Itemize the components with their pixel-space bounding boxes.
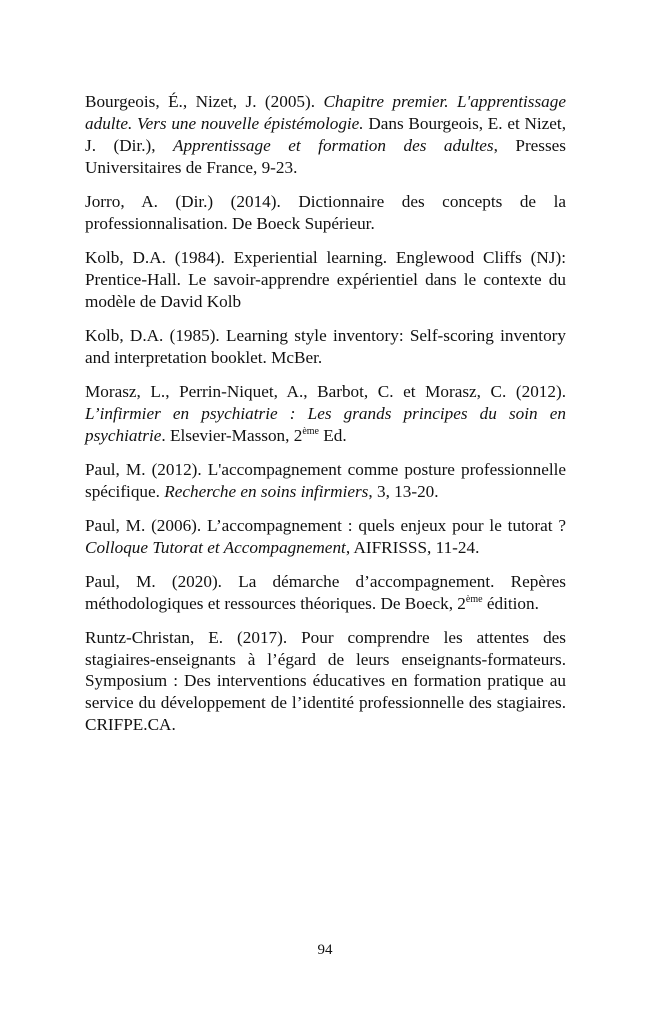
reference-text: , Presses Universitaires de France, 9-23. — [85, 135, 566, 177]
reference-title-italic: Colloque Tutorat et Accompagnement — [85, 537, 346, 557]
reference-text: . Elsevier-Masson, 2 — [161, 425, 303, 445]
reference-list — [85, 91, 566, 748]
reference-entry — [85, 91, 566, 179]
reference-text: édition. — [482, 593, 539, 613]
reference-entry — [85, 381, 566, 447]
reference-text: Dans Bourgeois, E. et Nizet, J. (Dir.), — [85, 113, 566, 155]
reference-text: Jorro, A. (Dir.) (2014). Dictionnaire des concepts de la professionnalisation. De Boeck Supérieur. — [85, 191, 566, 233]
page-number: 94 — [317, 942, 333, 958]
reference-text: Runtz-Christan, E. (2017). Pour comprendre les attentes des stagiaires-enseignants à l’égard de leurs enseignants-formateurs. Symposium : Des interventions éducatives en formation pratique au service du développement de l’identité professionnelle des stagiaires. CRIFPE.CA. — [85, 627, 566, 735]
reference-title-italic: Recherche en soins infirmiers — [164, 481, 369, 501]
reference-title-italic: Chapitre premier. L'apprentissage adulte. Vers une nouvelle épistémologie. — [85, 92, 566, 133]
reference-text: Paul, M. (2020). La démarche d’accompagnement. Repères méthodologiques et ressources théoriques. De Boeck, 2 — [85, 571, 566, 613]
superscript: ème — [465, 593, 483, 605]
reference-text: , AIFRISSS, 11-24. — [345, 537, 480, 557]
reference-text: Morasz, L., Perrin-Niquet, A., Barbot, C. et Morasz, C. (2012). — [85, 381, 566, 401]
reference-entry — [85, 515, 566, 559]
reference-entry — [85, 325, 566, 369]
reference-text: Ed. — [318, 425, 347, 445]
reference-entry — [85, 459, 566, 503]
reference-entry — [85, 571, 566, 615]
reference-text: Bourgeois, É., Nizet, J. (2005). — [85, 92, 324, 111]
reference-text: Kolb, D.A. (1984). Experiential learning. Englewood Cliffs (NJ): Prentice-Hall. Le savoir-apprendre expérientiel dans le contexte du modèle de David Kolb — [85, 247, 566, 311]
reference-text: Paul, M. (2012). L'accompagnement comme posture professionnelle spécifique. — [85, 459, 566, 501]
reference-text: Kolb, D.A. (1985). Learning style inventory: Self-scoring inventory and interpretation booklet. McBer. — [85, 325, 566, 367]
reference-entry — [85, 247, 566, 313]
reference-text: , 3, 13-20. — [368, 481, 439, 501]
reference-title-italic: L’infirmier en psychiatrie : Les grands principes du soin en psychiatrie — [85, 403, 566, 445]
reference-entry — [85, 627, 566, 737]
reference-title-italic: Apprentissage et formation des adultes — [173, 135, 494, 155]
reference-text: Paul, M. (2006). L’accompagnement : quels enjeux pour le tutorat ? — [85, 515, 566, 535]
superscript: ème — [302, 425, 319, 437]
reference-entry — [85, 191, 566, 235]
